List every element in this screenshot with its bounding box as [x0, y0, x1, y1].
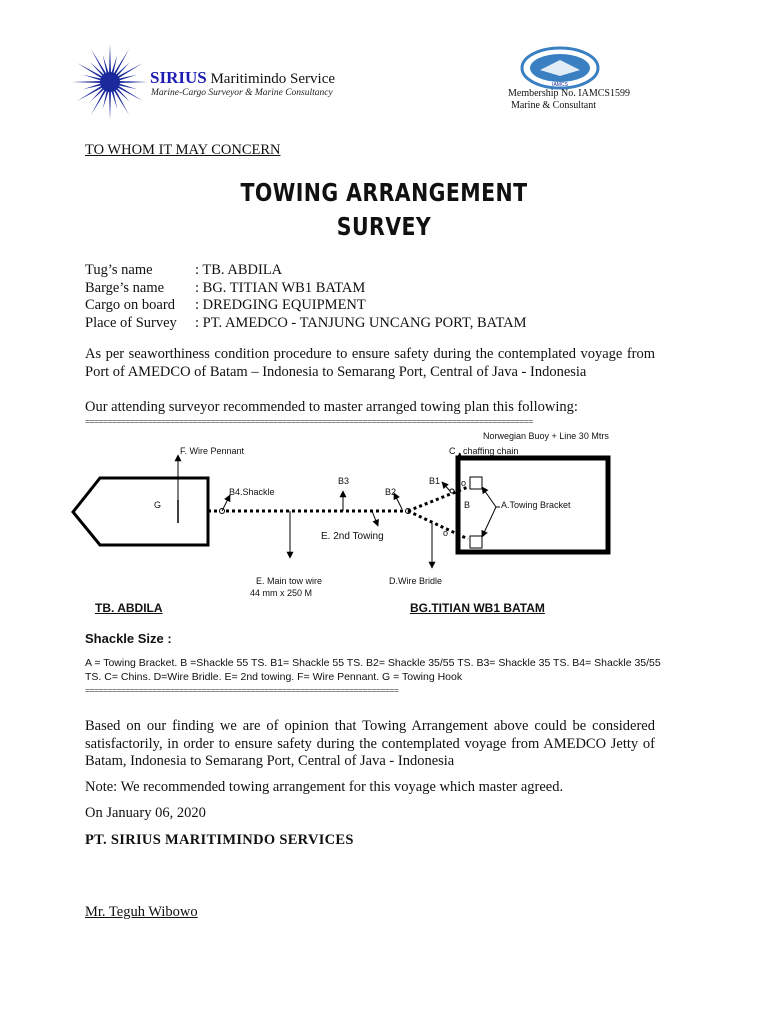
iamcs-logo-text: IAMCS	[552, 82, 568, 88]
main-tow-wire-size: 44 mm x 250 M	[250, 588, 313, 598]
to-whom-heading: TO WHOM IT MAY CONCERN	[85, 142, 281, 158]
separator-line: ====================================================================================================	[85, 417, 533, 427]
separator-line-short: ======================================================================	[85, 686, 399, 696]
signatory-name: Mr. Teguh Wibowo	[85, 904, 198, 920]
date-line: On January 06, 2020	[85, 805, 206, 821]
buoy-label: Norwegian Buoy + Line 30 Mtrs	[483, 431, 609, 441]
brand-name: SIRIUS Maritimindo Service	[150, 68, 336, 87]
brand-tagline: Marine-Cargo Surveyor & Marine Consultancy	[151, 88, 333, 98]
shackle-o-lower: o	[443, 528, 449, 538]
info-row	[85, 297, 527, 315]
info-row	[85, 280, 527, 298]
star-ray	[72, 81, 101, 83]
title-line-2: SURVEY	[336, 212, 432, 241]
intro-paragraph: As per seaworthiness condition procedure to ensure safety during the contemplated voyage from Port of AMEDCO of Batam – Indonesia to Semarang Port, Central of Java - Indonesia	[85, 346, 655, 380]
info-row	[85, 262, 527, 280]
info-value: : BG. TITIAN WB1 BATAM	[195, 279, 366, 296]
shackle-o-upper: o	[461, 478, 467, 488]
info-value: : TB. ABDILA	[195, 262, 283, 278]
b1-label: B1	[429, 476, 441, 486]
towing-diagram	[0, 425, 768, 625]
towing-bracket-label: A.Towing Bracket	[501, 500, 571, 510]
document-title	[0, 176, 768, 244]
company-name: PT. SIRIUS MARITIMINDO SERVICES	[85, 832, 354, 848]
main-tow-wire-label: E. Main tow wire	[256, 576, 323, 586]
second-towing-label: E. 2nd Towing	[321, 531, 384, 542]
info-label: Tug’s name	[85, 262, 153, 278]
star-ray	[109, 44, 111, 73]
info-row	[85, 315, 527, 333]
towing-hook-label: G	[154, 500, 162, 510]
star-ray	[119, 81, 148, 83]
info-value: : DREDGING EQUIPMENT	[195, 297, 366, 313]
survey-info	[85, 262, 527, 332]
membership-number: Membership No. IAMCS1599	[508, 88, 630, 99]
star-ray	[109, 91, 111, 120]
recommendation-paragraph: Our attending surveyor recommended to master arranged towing plan this following:	[85, 399, 578, 415]
membership-subtitle: Marine & Consultant	[511, 100, 596, 111]
note-paragraph: Note: We recommended towing arrangement for this voyage which master agreed.	[85, 779, 564, 795]
b2-label: B2	[385, 487, 397, 497]
info-value: : PT. AMEDCO - TANJUNG UNCANG PORT, BATAM	[195, 314, 527, 331]
sirius-star-logo	[70, 42, 150, 122]
b-label: B	[464, 500, 471, 510]
tug-name-label: TB. ABDILA	[95, 601, 163, 615]
title-line-1: TOWING ARRANGEMENT	[240, 178, 528, 207]
chaffing-chain-label: C . chaffing chain	[449, 446, 519, 456]
shackle-size-title: Shackle Size :	[85, 631, 172, 646]
wire-bridle-label: D.Wire Bridle	[389, 576, 443, 586]
barge-name-label: BG.TITIAN WB1 BATAM	[410, 601, 545, 615]
info-label: Barge’s name	[85, 279, 165, 296]
membership-block	[508, 88, 630, 112]
info-label: Cargo on board	[85, 297, 175, 313]
shackle-size-text: A = Towing Bracket. B =Shackle 55 TS. B1= Shackle 55 TS. B2= Shackle 35/55 TS. B3= Shackle 35 TS. B4= Shackle 35/55 TS. C= Chins. D=Wire Bridle. E= 2nd towing. F= Wire Pennant. G = Towing Hook	[85, 657, 661, 683]
b3-label: B3	[338, 476, 350, 486]
b4-shackle-label: B4.Shackle	[229, 487, 275, 497]
conclusion-paragraph: Based on our finding we are of opinion that Towing Arrangement above could be considered satisfactorily, in order to ensure safety during the contemplated voyage from AMEDCO Jetty of Batam, Indonesia to Semarang Port, Central of Java - Indonesia	[85, 718, 655, 769]
tug-hull	[73, 478, 208, 545]
iamcs-logo	[520, 46, 600, 90]
wire-pennant-label: F. Wire Pennant	[180, 446, 245, 456]
info-label: Place of Survey	[85, 314, 177, 331]
